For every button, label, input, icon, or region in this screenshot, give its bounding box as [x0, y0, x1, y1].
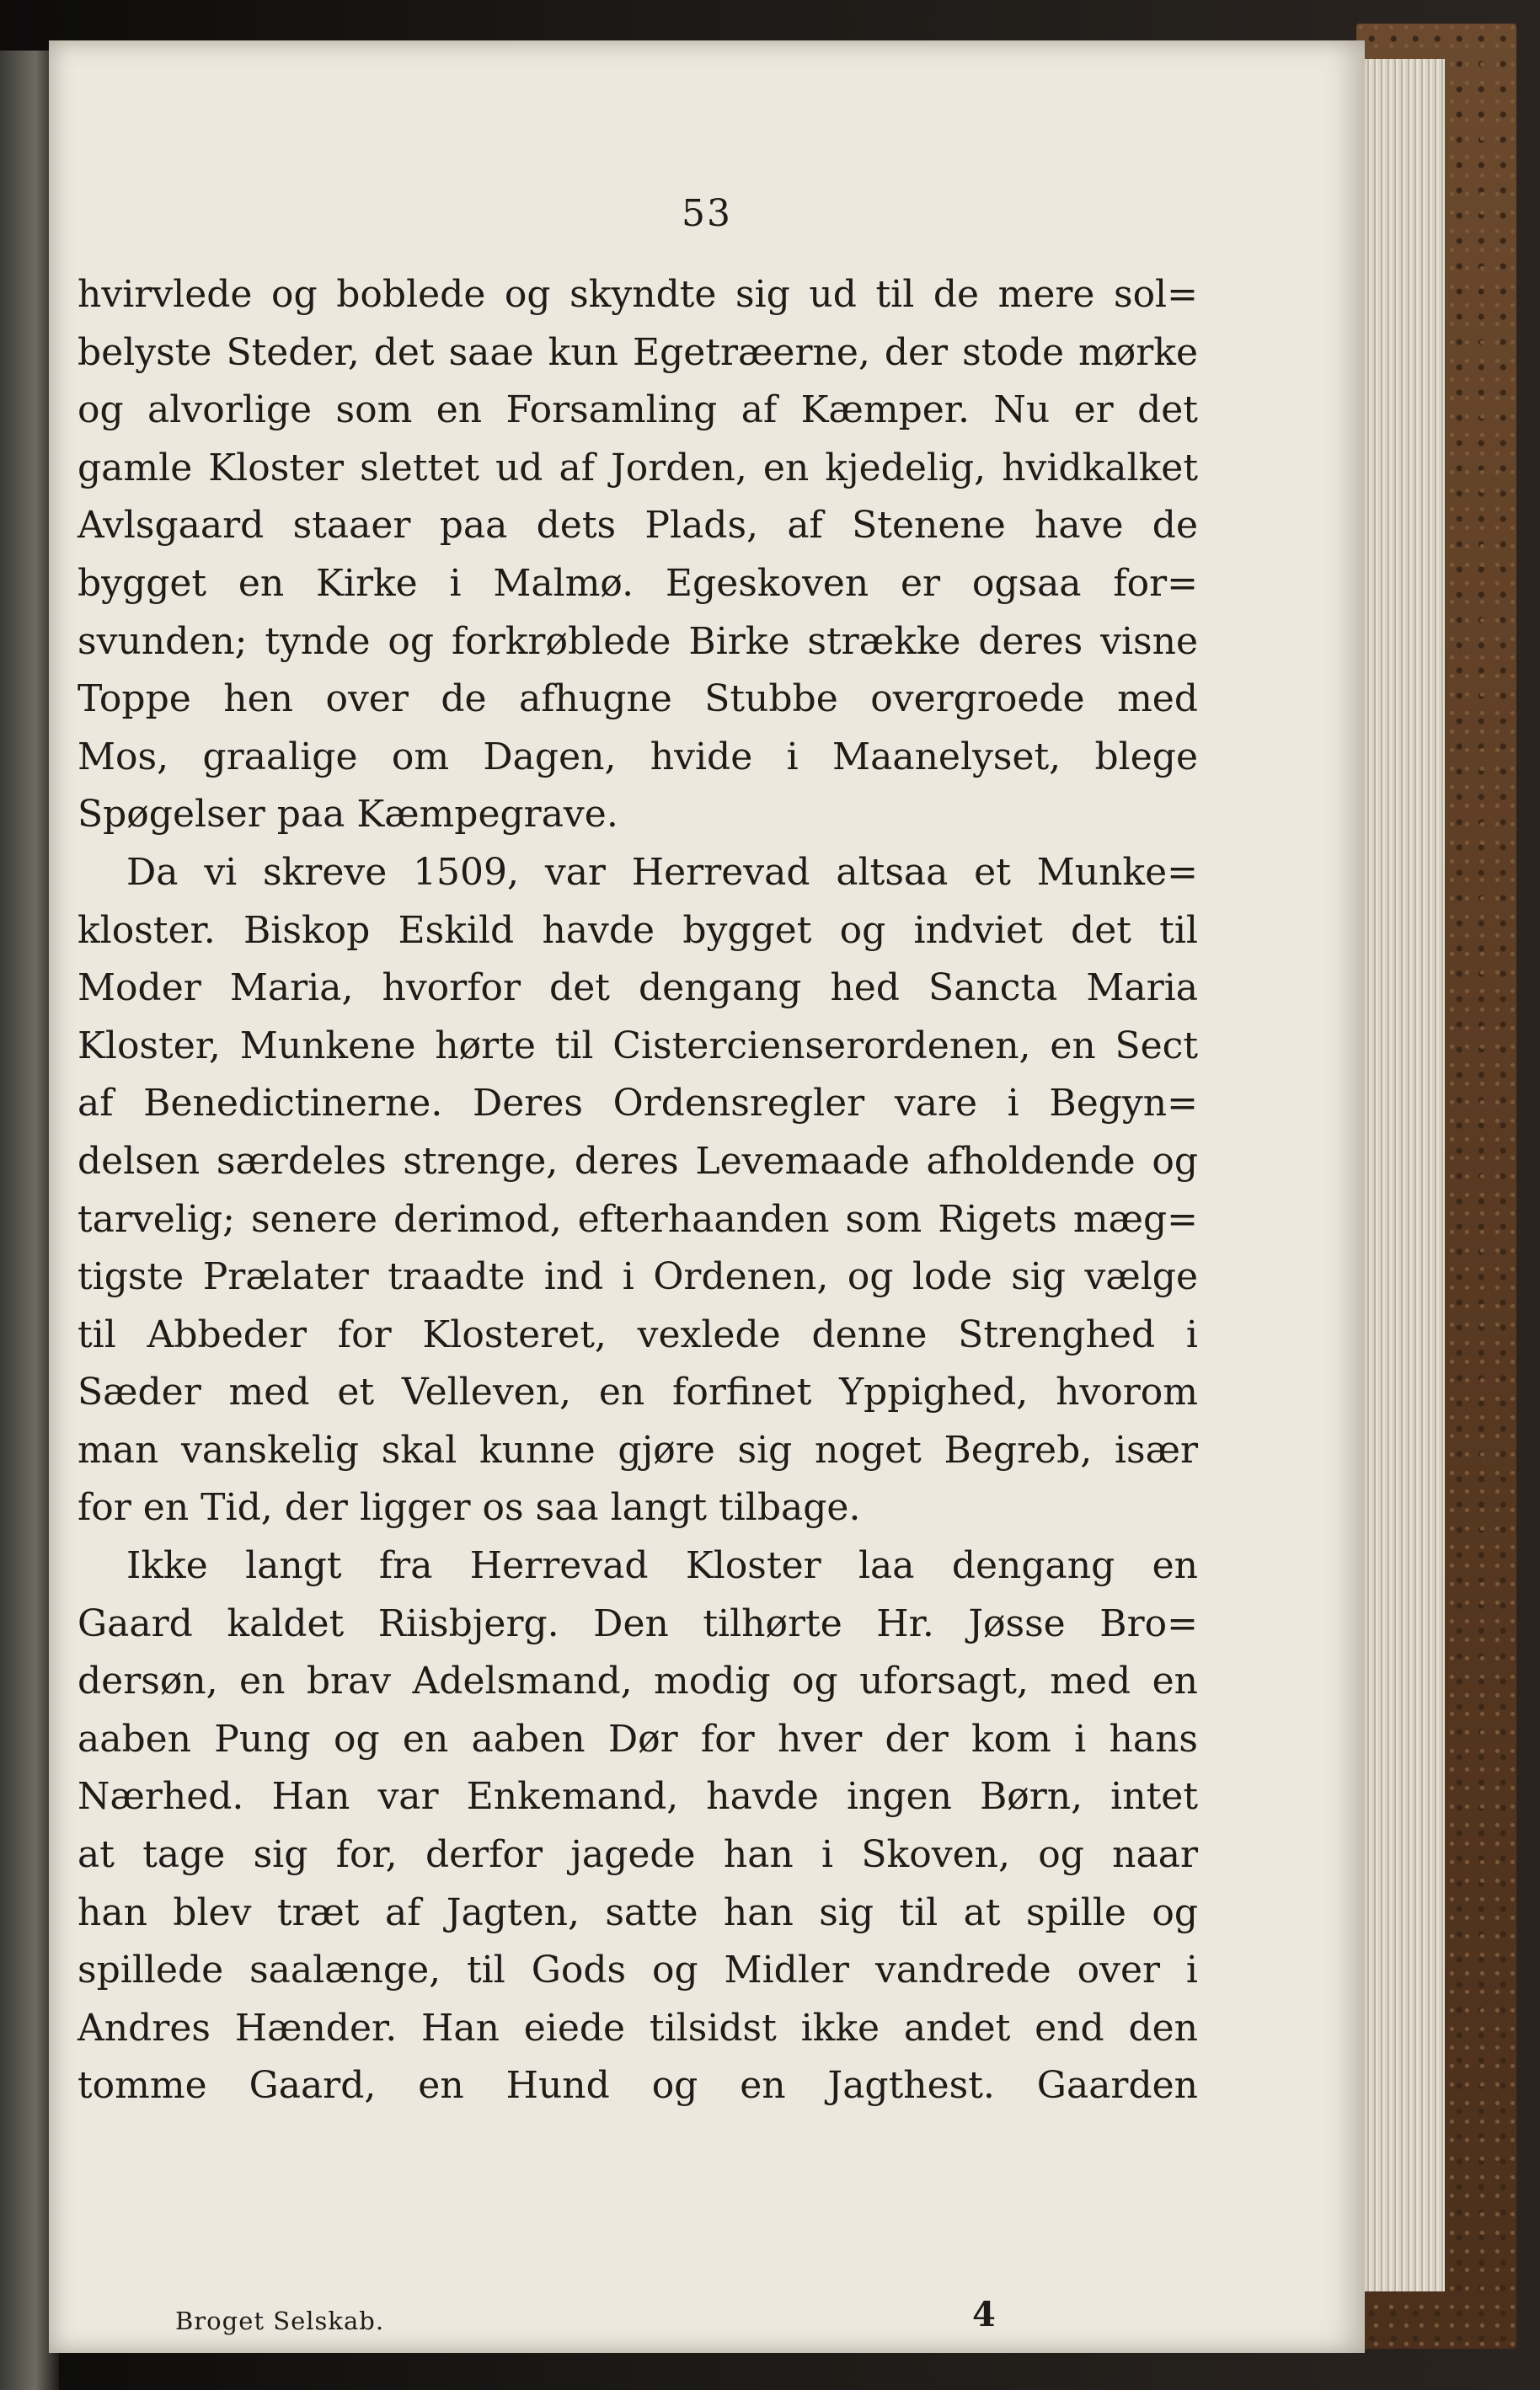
text-line: svunden; tynde og forkrøblede Birke strække deres visne — [78, 619, 1198, 663]
text-line: delsen særdeles strenge, deres Levemaade afholdende og — [78, 1139, 1198, 1183]
book-page — [49, 40, 1365, 2353]
text-line: tarvelig; senere derimod, efterhaanden som Rigets mæg= — [78, 1197, 1198, 1241]
text-line: at tage sig for, derfor jagede han i Skoven, og naar — [78, 1833, 1198, 1877]
text-line: spillede saalænge, til Gods og Midler vandrede over i — [78, 1949, 1198, 1992]
text-line: han blev træt af Jagten, satte han sig til at spille og — [78, 1890, 1198, 1934]
text-line: tigste Prælater traadte ind i Ordenen, og lode sig vælge — [78, 1255, 1198, 1299]
text-line: Andres Hænder. Han eiede tilsidst ikke andet end den — [78, 2006, 1198, 2050]
text-line: gamle Kloster slettet ud af Jorden, en kjedelig, hvidkalket — [78, 446, 1198, 489]
text-line: til Abbeder for Klosteret, vexlede denne Strenghed i — [78, 1313, 1198, 1356]
text-line: Sæder med et Velleven, en forfinet Yppighed, hvorom — [78, 1371, 1198, 1414]
text-line: Gaard kaldet Riisbjerg. Den tilhørte Hr. Jøsse Bro= — [78, 1601, 1198, 1645]
text-line: Moder Maria, hvorfor det dengang hed Sancta Maria — [78, 966, 1198, 1010]
text-line: aaben Pung og en aaben Dør for hver der kom i hans — [78, 1717, 1198, 1761]
text-line: Da vi skreve 1509, var Herrevad altsaa et Munke= — [126, 850, 1198, 894]
text-line: Mos, graalige om Dagen, hvide i Maanelyset, blege — [78, 735, 1198, 778]
signature-mark: Broget Selskab. — [175, 2307, 385, 2335]
text-line: tomme Gaard, en Hund og en Jagthest. Gaarden — [78, 2064, 1198, 2108]
text-line: belyste Steder, det saae kun Egetræerne, der stode mørke — [78, 330, 1198, 374]
text-line: bygget en Kirke i Malmø. Egeskoven er ogsaa for= — [78, 561, 1198, 605]
text-line: Nærhed. Han var Enkemand, havde ingen Børn, intet — [78, 1775, 1198, 1819]
text-line: man vanskelig skal kunne gjøre sig noget Begreb, især — [78, 1428, 1198, 1472]
text-line: af Benedictinerne. Deres Ordensregler vare i Begyn= — [78, 1082, 1198, 1125]
text-line: Spøgelser paa Kæmpegrave. — [78, 793, 618, 837]
text-line: hvirvlede og boblede og skyndte sig ud til de mere sol= — [78, 273, 1198, 316]
text-line: Ikke langt fra Herrevad Kloster laa dengang en — [126, 1544, 1198, 1588]
text-line: Toppe hen over de afhugne Stubbe overgroede med — [78, 677, 1198, 721]
page-number: 53 — [682, 192, 732, 235]
signature-number: 4 — [972, 2295, 996, 2334]
text-line: kloster. Biskop Eskild havde bygget og indviet det til — [78, 908, 1198, 952]
text-line: dersøn, en brav Adelsmand, modig og uforsagt, med en — [78, 1660, 1198, 1703]
text-line: Avlsgaard staaer paa dets Plads, af Stenene have de — [78, 504, 1198, 548]
text-line: for en Tid, der ligger os saa langt tilbage. — [78, 1486, 861, 1530]
text-line: og alvorlige som en Forsamling af Kæmper. Nu er det — [78, 388, 1198, 432]
text-line: Kloster, Munkene hørte til Cistercienserordenen, en Sect — [78, 1024, 1198, 1067]
page-stack-edges — [1365, 59, 1445, 2291]
body-text — [78, 266, 1198, 2115]
